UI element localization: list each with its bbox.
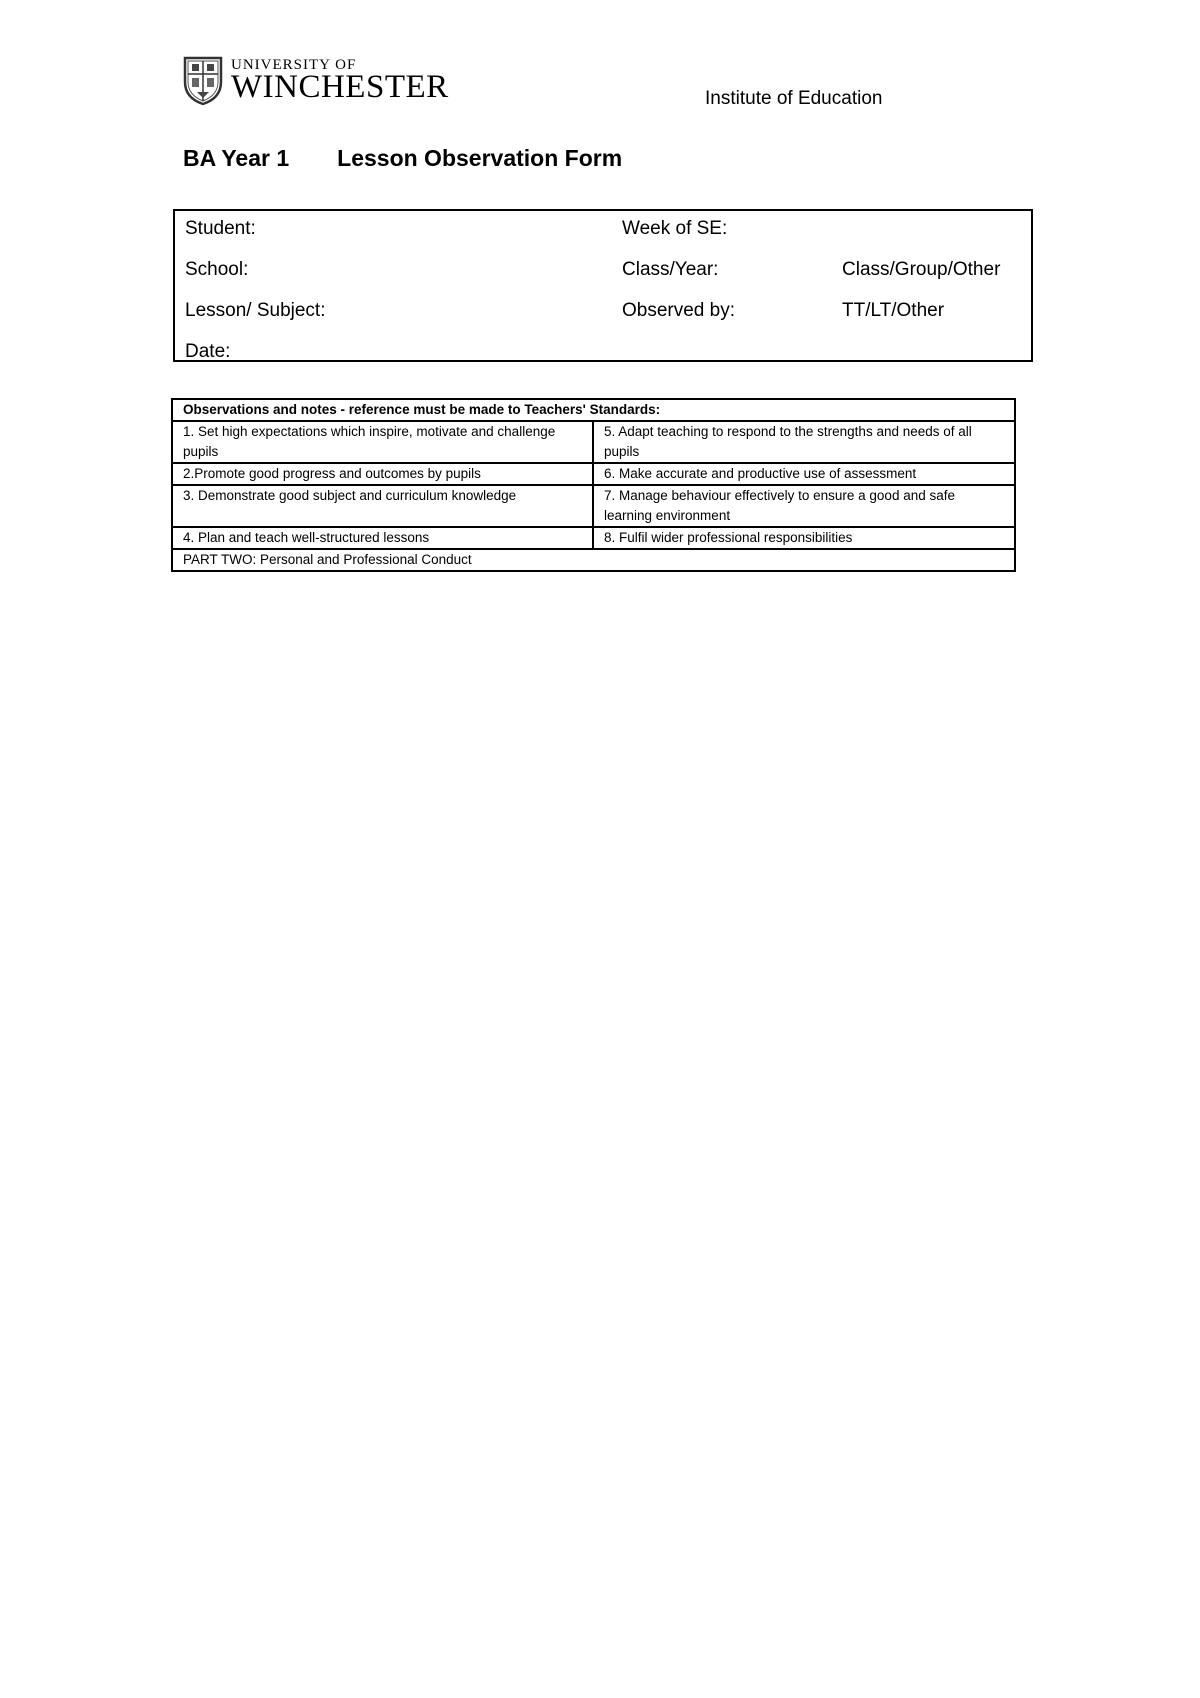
class-year-label: Class/Year: bbox=[622, 259, 719, 280]
standard-1: 1. Set high expectations which inspire, motivate and challenge pupils bbox=[172, 421, 593, 463]
crest-icon bbox=[183, 56, 223, 106]
table-row bbox=[172, 399, 1015, 421]
class-group-options: Class/Group/Other bbox=[842, 259, 1001, 280]
lesson-subject-label: Lesson/ Subject: bbox=[185, 300, 326, 321]
observed-by-label: Observed by: bbox=[622, 300, 735, 321]
table-row bbox=[172, 463, 1015, 485]
table-row bbox=[172, 421, 1015, 463]
standard-4: 4. Plan and teach well-structured lessons bbox=[172, 527, 593, 549]
logo-top-text: UNIVERSITY OF bbox=[231, 57, 357, 73]
table-row bbox=[172, 485, 1015, 527]
teachers-standards-table bbox=[171, 398, 1016, 572]
title-form-name: Lesson Observation Form bbox=[337, 145, 623, 171]
observer-options: TT/LT/Other bbox=[842, 300, 945, 321]
page-title bbox=[183, 145, 622, 172]
student-label: Student: bbox=[185, 218, 256, 239]
title-year: BA Year 1 bbox=[183, 145, 290, 171]
standard-5: 5. Adapt teaching to respond to the strengths and needs of all pupils bbox=[593, 421, 1015, 463]
part-two-row: PART TWO: Personal and Professional Conduct bbox=[172, 549, 1015, 571]
standard-2: 2.Promote good progress and outcomes by pupils bbox=[172, 463, 593, 485]
table-row bbox=[172, 527, 1015, 549]
logo-main-text: WINCHESTER bbox=[231, 69, 449, 105]
standards-header: Observations and notes - reference must be made to Teachers' Standards: bbox=[172, 399, 1015, 421]
institute-name: Institute of Education bbox=[705, 88, 883, 109]
standard-6: 6. Make accurate and productive use of assessment bbox=[593, 463, 1015, 485]
school-label: School: bbox=[185, 259, 249, 280]
student-info-box bbox=[173, 209, 1033, 362]
standard-7: 7. Manage behaviour effectively to ensure a good and safe learning environment bbox=[593, 485, 1015, 527]
university-logo bbox=[183, 56, 449, 108]
standard-3: 3. Demonstrate good subject and curriculum knowledge bbox=[172, 485, 593, 527]
standard-8: 8. Fulfil wider professional responsibilities bbox=[593, 527, 1015, 549]
table-row bbox=[172, 549, 1015, 571]
week-of-se-label: Week of SE: bbox=[622, 218, 728, 239]
date-label: Date: bbox=[185, 341, 231, 362]
